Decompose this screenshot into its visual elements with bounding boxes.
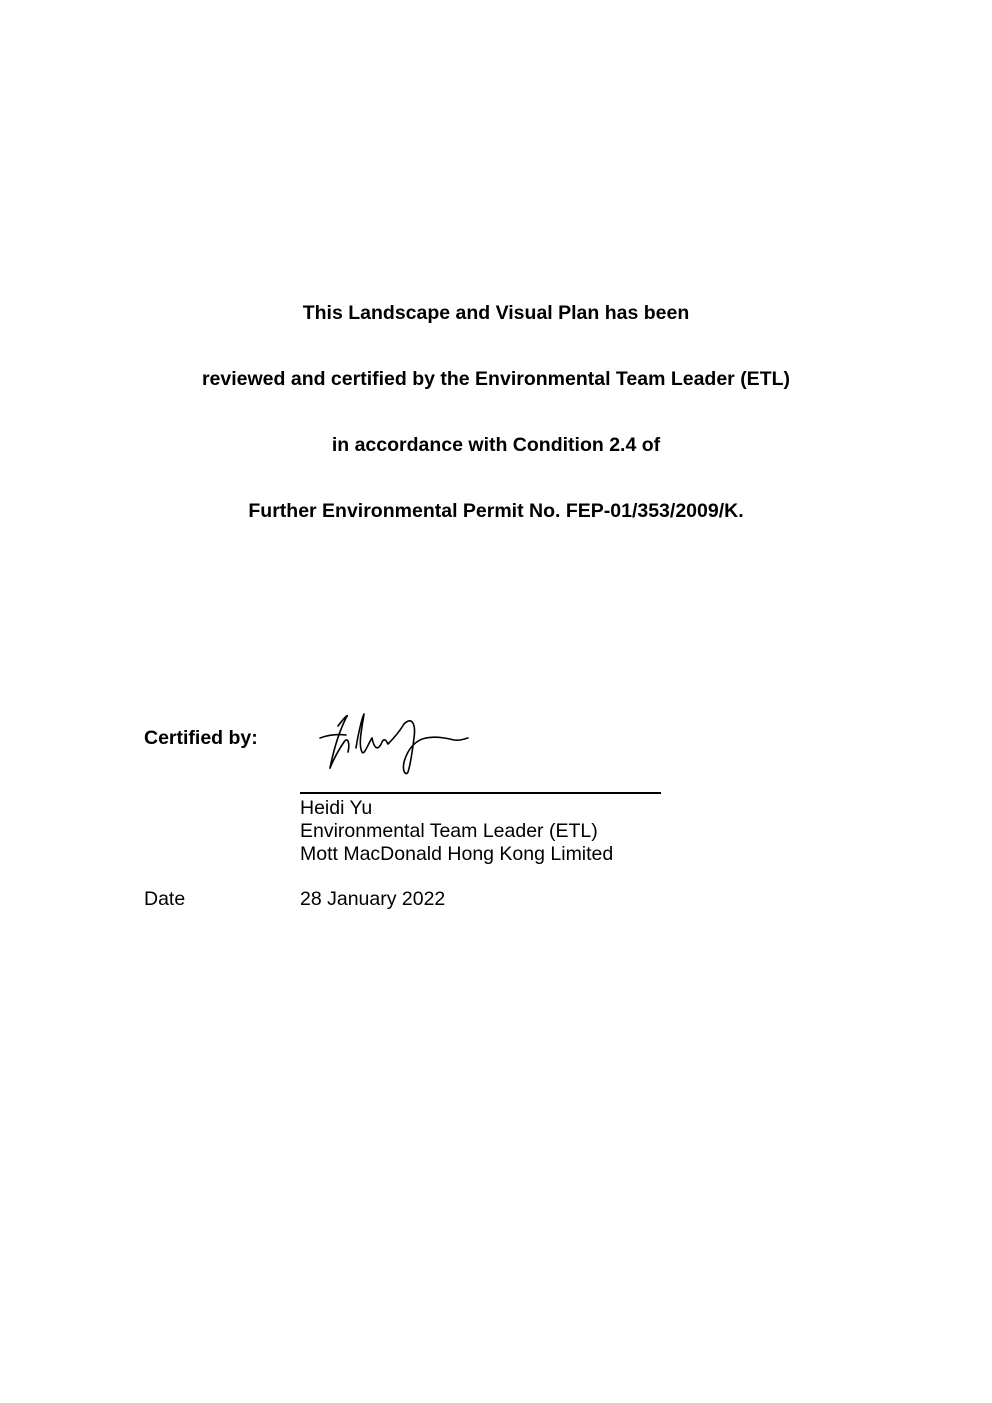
statement-line-2: reviewed and certified by the Environmental Team Leader (ETL) bbox=[201, 368, 791, 390]
statement-line-4: Further Environmental Permit No. FEP-01/353/2009/K. bbox=[248, 500, 744, 522]
date-label: Date bbox=[144, 888, 186, 910]
statement-line-3: in accordance with Condition 2.4 of bbox=[331, 434, 661, 456]
signatory-name: Heidi Yu bbox=[300, 797, 373, 819]
signatory-company: Mott MacDonald Hong Kong Limited bbox=[300, 843, 614, 865]
date-value: 28 January 2022 bbox=[300, 888, 446, 910]
signature-line bbox=[300, 792, 661, 794]
certified-by-label: Certified by: bbox=[144, 727, 258, 749]
handwritten-signature bbox=[318, 704, 478, 782]
signatory-title: Environmental Team Leader (ETL) bbox=[300, 820, 598, 842]
statement-line-1: This Landscape and Visual Plan has been bbox=[302, 302, 690, 324]
